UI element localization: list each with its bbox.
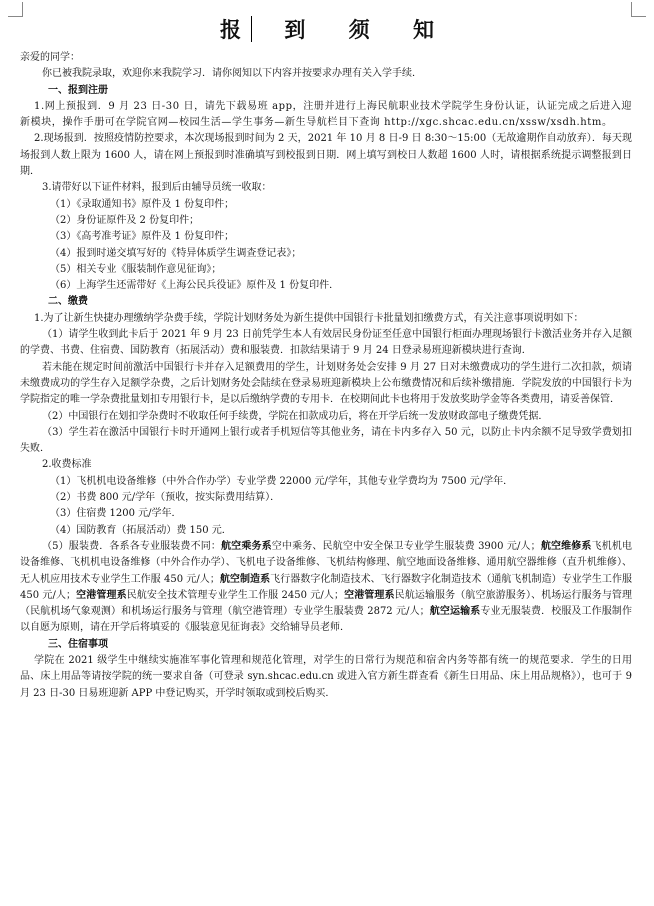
accommodation-paragraph: 学院在 2021 级学生中继续实施准军事化管理和规范化管理，对学生的日常行为规范和宿舍内务等都有统一的规范要求．学生的日用品、床上用品等请按学院的统一要求自备（可登录 syn.shcac.edu.cn 或进入官方新生群查看《新生日用品、床上用品规格》），也可于 9 月 23 日-30 日易班迎新 APP 中登记购买，开学时领取或到校后购买． bbox=[20, 654, 632, 699]
document-title: 报 到 须 知 bbox=[220, 17, 452, 42]
document-item: （2）身份证原件及 2 份复印件； bbox=[50, 214, 200, 226]
fee-item: （3）住宿费 1200 元/学年． bbox=[50, 508, 182, 520]
uniform-fee-detail: 空中乘务、民航空中安全保卫专业学生服装费 3900 元/人； bbox=[271, 540, 541, 552]
uniform-fee-detail: 飞行器数字化制造技术、飞行器数字化制造技术（通航飞机制造）专业学生工作服 450 元/人； bbox=[20, 573, 633, 601]
documents-intro: 3.请带好以下证件材料，报到后由辅导员统一收取： bbox=[42, 182, 272, 194]
document-body bbox=[20, 50, 632, 702]
department-name: 航空维修系 bbox=[540, 540, 592, 552]
uniform-fee-detail: 民航运输服务（航空旅游服务）、机场运行服务与管理（民航机场气象观测）和机场运行服务与管理（航空港管理）专业学生服装费 2872 元/人； bbox=[20, 589, 633, 618]
fee-standard-heading: 2.收费标准 bbox=[42, 459, 92, 471]
document-item: （6）上海学生还需带好《上海公民兵役证》原件及 1 份复印件． bbox=[50, 280, 340, 292]
department-name: 航空制造系 bbox=[219, 573, 271, 585]
greeting: 亲爱的同学： bbox=[20, 52, 80, 63]
online-registration-paragraph: 1.网上预报到．9 月 23 日-30 日，请先下载易班 app，注册并进行上海民航职业技术学院学生身份认证，认证完成之后进入迎新模块，操作手册可在学院官网—校园生活—学生事务—新生导航栏目下查询 http://xgc.shcac.edu.cn/xssw/xsdh.htm。 bbox=[20, 100, 632, 129]
document-item: （3）《高考准考证》原件及 1 份复印件； bbox=[50, 231, 235, 243]
payment-intro: 1.为了让新生快捷办理缴纳学杂费手续，学院计划财务处为新生提供中国银行卡批量划扣缴费方式，有关注意事项说明如下： bbox=[34, 312, 584, 324]
onsite-registration-paragraph: 2.现场报到．按照疫情防控要求，本次现场报到时间为 2 天，2021 年 10 月 8 日-9 日 8:30～15:00（无故逾期作自动放弃）．每天现场报到人数上限为 1600 人，请在网上预报到时准确填写到校报到日期．网上填写到校日人数超 1600 人时，请根据系统提示调整报到日期． bbox=[20, 133, 632, 178]
payment-note-3: （3）学生若在激活中国银行卡时开通网上银行或者手机短信等其他业务，请在卡内多存入 50 元，以防止卡内余额不足导致学费划扣失败． bbox=[20, 426, 632, 455]
uniform-fee-detail: 专业无服装费．校服及工作服制作以自愿为原则，请在开学后将填妥的《服装意见征询表》交给辅导员老师． bbox=[20, 606, 633, 634]
payment-note-2: （2）中国银行在划扣学杂费时不收取任何手续费，学院在扣款成功后，将在开学后统一发放财政部电子缴费凭据． bbox=[42, 410, 549, 422]
uniform-fee-intro: （5）服装费．各系各专业服装费不同： bbox=[42, 540, 222, 552]
section-heading-accommodation: 三、住宿事项 bbox=[48, 638, 108, 650]
document-item: （1）《录取通知书》原件及 1 份复印件； bbox=[50, 198, 235, 210]
uniform-fee-detail: 民航安全技术管理专业学生工作服 2450 元/人； bbox=[126, 589, 344, 601]
payment-note-1: （1）请学生收到此卡后于 2021 年 9 月 23 日前凭学生本人有效居民身份证至任意中国银行柜面办理现场银行卡激活业务并存入足额的学费、书费、住宿费、国防教育（拓展活动）费和服装费．扣款结果请于 9 月 24 日登录易班迎新模块进行查询． bbox=[20, 329, 632, 357]
document-item: （5）相关专业《服装制作意见征询》； bbox=[50, 263, 222, 275]
department-name: 空港管理系 bbox=[343, 589, 395, 601]
uniform-fee-paragraph bbox=[20, 539, 632, 637]
fee-item: （1）飞机机电设备维修（中外合作办学）专业学费 22000 元/学年，其他专业学费均为 7500 元/学年． bbox=[50, 475, 514, 487]
intro-paragraph: 你已被我院录取，欢迎你来我院学习．请你阅知以下内容并按要求办理有关入学手续． bbox=[42, 68, 422, 80]
department-name: 航空乘务系 bbox=[221, 540, 272, 552]
uniform-fee-detail: 飞机机电设备维修、飞机机电设备维修（中外合作办学）、飞机电子设备维修、飞机结构修理、航空地面设备维修、通用航空器维修（直升机维修）、无人机应用技术专业学生工作服 450 元/人； bbox=[20, 540, 633, 585]
fee-item: （4）国防教育（拓展活动）费 150 元． bbox=[50, 524, 232, 536]
payment-note-retry: 若未能在规定时间前激活中国银行卡并存入足额费用的学生，计划财务处会安排 9 月 27 日对未缴费成功的学生进行二次扣款，烦请未缴费成功的学生存入足额学杂费，之后计划财务处会陆续在登录易班迎新模块上公布缴费情况和后续补缴措施．学院发放的中国银行卡为学院指定的唯一学杂费批量划扣专用银行卡，是以后缴纳学费的专用卡．在校期间此卡也将用于发放奖助学金等各类费用，请妥善保管． bbox=[20, 361, 632, 406]
section-heading-payment: 二、缴费 bbox=[48, 296, 88, 308]
fee-item: （2）书费 800 元/学年（预收，按实际费用结算）． bbox=[50, 492, 281, 504]
section-heading-registration: 一、报到注册 bbox=[48, 84, 108, 96]
document-item: （4）报到时递交填写好的《特异体质学生调查登记表》； bbox=[50, 247, 302, 259]
department-name: 航空运输系 bbox=[429, 606, 481, 618]
department-name: 空港管理系 bbox=[76, 589, 127, 601]
